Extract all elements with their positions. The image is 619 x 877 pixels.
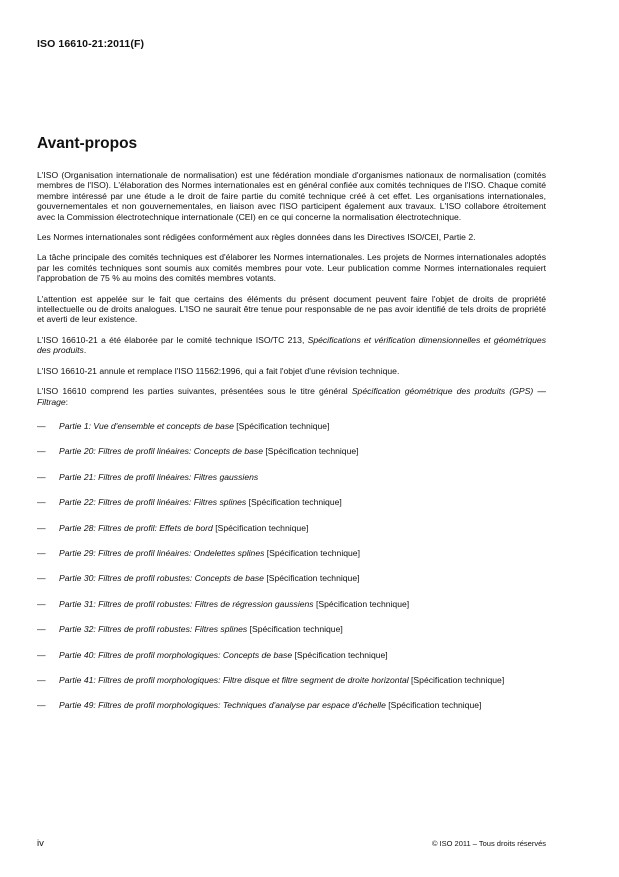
paragraph-iso-organisation: L'ISO (Organisation internationale de normalisation) est une fédération mondiale d'organismes nationaux de normalisation (comités membres de l'ISO). L'élaboration des Normes internationales est en général confiée aux comités techniques de l'ISO. Chaque comité membre intéressé par une étude a le droit de faire partie du comité technique créé à cet effet. Les organisations internationales, gouvernementales et non gouvernementales, en liaison avec l'ISO participent également aux travaux. L'ISO collabore étroitement avec la Commission électrotechnique internationale (CEI) en ce qui concerne la normalisation électrotechnique. — [37, 170, 546, 222]
part-title: Partie 49: Filtres de profil morphologiques: Techniques d'analyse par espace d'échelle — [59, 700, 386, 711]
paragraph-patent-rights: L'attention est appelée sur le fait que certains des éléments du présent document peuvent faire l'objet de droits de propriété intellectuelle ou de droits analogues. L'ISO ne saurait être tenue pour responsable de ne pas avoir identifié de tels droits de propriété et averti de leur existence. — [37, 293, 546, 325]
part-title: Partie 1: Vue d'ensemble et concepts de base — [59, 420, 234, 431]
part-note: [Spécification technique] — [264, 547, 360, 558]
list-item — [37, 421, 546, 431]
dash-bullet: — — [37, 497, 46, 508]
paragraph-technical-committees: La tâche principale des comités techniques est d'élaborer les Normes internationales. Les projets de Normes internationales adoptés par les comités techniques sont soumis aux comités membres pour vote. Leur publication comme Normes internationales requiert l'approbation de 75 % au moins des comités membres votants. — [37, 252, 546, 284]
paragraph-prepared-by — [37, 335, 546, 356]
list-item — [37, 497, 546, 507]
paragraph-directives: Les Normes internationales sont rédigées conformément aux règles données dans les Directives ISO/CEI, Partie 2. — [37, 232, 476, 243]
part-note: [Spécification technique] — [233, 420, 330, 431]
part-title: Partie 40: Filtres de profil morphologiques: Concepts de base — [59, 649, 293, 660]
part-text — [59, 548, 546, 558]
part-title: Partie 32: Filtres de profil robustes: Filtres splines — [59, 624, 248, 635]
list-item — [37, 624, 546, 634]
part-text — [59, 472, 546, 482]
list-item — [37, 700, 546, 710]
part-text — [59, 446, 546, 456]
parts-list — [37, 421, 546, 711]
part-title: Partie 30: Filtres de profil robustes: Concepts de base — [59, 573, 264, 584]
prepared-by-text: L'ISO 16610-21 a été élaborée par le comité technique ISO/TC 213, — [37, 334, 308, 345]
list-item — [37, 650, 546, 660]
list-item — [37, 548, 546, 558]
dash-bullet: — — [37, 674, 46, 685]
part-text — [59, 700, 546, 710]
dash-bullet: — — [37, 573, 46, 584]
part-note: [Spécification technique] — [246, 497, 342, 508]
part-text — [59, 497, 546, 507]
dash-bullet: — — [37, 624, 46, 635]
part-title: Partie 20: Filtres de profil linéaires: Concepts de base — [59, 446, 263, 457]
copyright-notice: © ISO 2011 – Tous droits réservés — [431, 839, 546, 848]
part-text — [59, 599, 546, 609]
dash-bullet: — — [37, 700, 46, 711]
part-title: Partie 28: Filtres de profil: Effets de bord — [59, 522, 213, 533]
paragraph-parts-intro — [37, 386, 546, 407]
dash-bullet: — — [37, 446, 46, 457]
list-item — [37, 472, 546, 482]
list-item — [37, 573, 546, 583]
dash-bullet: — — [37, 547, 46, 558]
dash-bullet: — — [37, 522, 46, 533]
dash-bullet: — — [37, 420, 46, 431]
foreword-body — [37, 170, 546, 726]
dash-bullet: — — [37, 598, 46, 609]
part-title: Partie 31: Filtres de profil robustes: Filtres de régression gaussiens — [59, 598, 314, 609]
part-note: [Spécification technique] — [408, 674, 505, 685]
part-note: [Spécification technique] — [313, 598, 410, 609]
part-text — [59, 421, 546, 431]
parts-intro-text: L'ISO 16610 comprend les parties suivantes, présentées sous le titre général — [37, 386, 352, 397]
part-note: [Spécification technique] — [292, 649, 388, 660]
part-text — [59, 573, 546, 583]
general-title: Spécification géométrique des produits (GPS) — Filtrage — [37, 386, 546, 407]
part-note: [Spécification technique] — [263, 573, 360, 584]
list-item — [37, 446, 546, 456]
part-note: [Spécification technique] — [212, 522, 309, 533]
part-text — [59, 624, 546, 634]
part-title: Partie 29: Filtres de profil linéaires: Ondelettes splines — [59, 547, 265, 558]
committee-subject: Spécifications et vérification dimensionnelles et géométriques des produits — [37, 334, 546, 356]
page-title: Avant-propos — [37, 135, 138, 152]
part-text — [59, 675, 546, 685]
part-text — [59, 650, 546, 660]
part-text — [59, 523, 546, 533]
part-title: Partie 21: Filtres de profil linéaires: Filtres gaussiens — [59, 471, 259, 482]
page-number: iv — [37, 838, 44, 849]
list-item — [37, 599, 546, 609]
part-note: [Spécification technique] — [385, 700, 482, 711]
dash-bullet: — — [37, 471, 46, 482]
part-note: [Spécification technique] — [247, 624, 343, 635]
part-note: [Spécification technique] — [262, 446, 359, 457]
prepared-by-end: . — [83, 345, 87, 356]
list-item — [37, 523, 546, 533]
dash-bullet: — — [37, 649, 46, 660]
paragraph-replaces: L'ISO 16610-21 annule et remplace l'ISO 11562:1996, qui a fait l'objet d'une révision technique. — [37, 365, 400, 376]
document-code: ISO 16610-21:2011(F) — [37, 38, 145, 50]
list-item — [37, 675, 546, 685]
part-title: Partie 22: Filtres de profil linéaires: Filtres splines — [59, 497, 247, 508]
parts-intro-end: : — [65, 396, 69, 407]
part-title: Partie 41: Filtres de profil morphologiques: Filtre disque et filtre segment de droite horizontal — [59, 674, 409, 685]
